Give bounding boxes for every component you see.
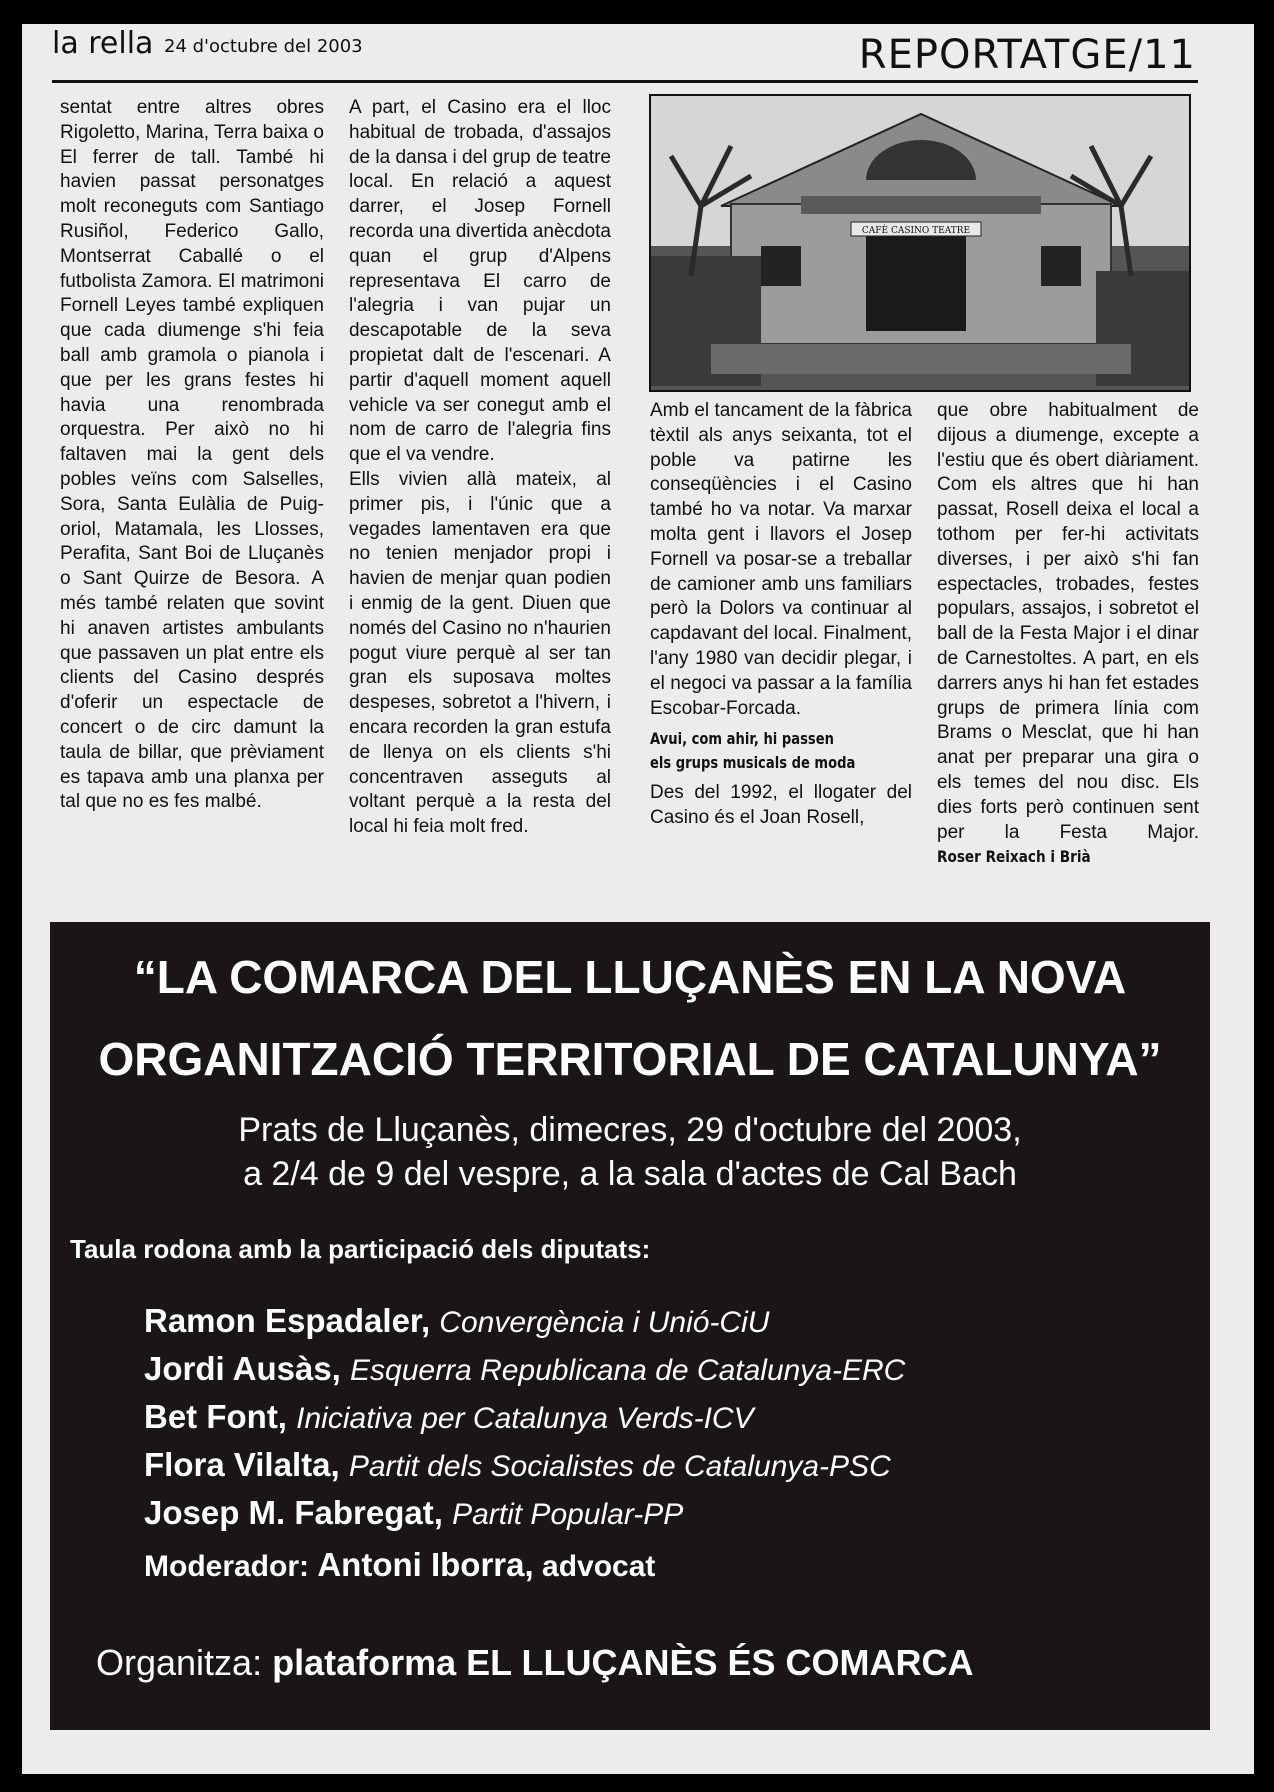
article-paragraph: Ells vivien allà mateix, al primer pis, i l'únic que a vegades lamentaven era que no tenien menjador propi i havien de menjar quan podien i enmig de la gent. Diuen que només del Casino no n'haurien pogut viure perquè al ser tan gran els suposava moltes despeses, sobretot a l'hivern, i encara recorden la gran estufa de llenya on els clients s'hi concentraven asseguts al voltant perquè a la resta del local hi feia molt fred. [349,468,611,838]
panelist-party: Convergència i Unió-CiU [439,1306,770,1339]
event-title-line-1: “LA COMARCA DEL LLUÇANÈS EN LA NOVA [133,951,1127,1003]
moderator-name: Antoni Iborra, [317,1546,534,1583]
moderator [144,1546,655,1584]
article-subheading [650,727,865,775]
article-paragraph: A part, el Casino era el lloc habitual de trobada, d'assajos de la dansa i del grup de teatre local. En relació a aquest darrer, el Josep Fornell recorda una divertida anècdota quan el grup d'Alpens representava El carro de l'alegria i van pujar un descapotable de la seva propietat dalt de l'escenari. A partir d'aquell moment aquell vehicle va ser conegut amb el nom de carro de l'alegria fins que el va vendre. [349,97,611,466]
article-column-3 [650,399,912,831]
panelist-name: Flora Vilalta, [144,1446,340,1483]
organizer-name: plataforma EL LLUÇANÈS ÉS COMARCA [272,1642,974,1683]
subheading-line-2: els grups musicals de moda [650,753,856,773]
event-announcement [50,922,1210,1730]
header-rule [52,80,1198,83]
panelist-name: Josep M. Fabregat, [144,1494,443,1531]
organizer [96,1642,974,1684]
article-paragraph: Des del 1992, el llogater del Casino és el Joan Rosell, [650,782,912,829]
subheading-line-1: Avui, com ahir, hi passen [650,729,834,749]
panelist [144,1298,905,1346]
event-title [50,936,1210,1100]
event-title-line-2: ORGANITZACIÓ TERRITORIAL DE CATALUNYA” [98,1033,1162,1085]
article-column-1 [60,96,324,815]
panelist [144,1394,905,1442]
moderator-role: advocat [542,1550,656,1583]
article-paragraph [937,399,1199,870]
organizer-label: Organitza: [96,1642,263,1683]
panelist-list [144,1298,905,1538]
panelist-party: Partit Popular-PP [452,1498,684,1531]
panelist [144,1346,905,1394]
issue-date: 24 d'octubre del 2003 [164,36,363,57]
moderator-label: Moderador: [144,1550,309,1583]
panelist-party: Esquerra Republicana de Catalunya-ERC [350,1354,906,1387]
article-column-2 [349,96,611,840]
article-text: que obre habitualment de dijous a diumenge, excepte a l'estiu que és obert diàriament. Com els altres que hi han passat, Rosell deixa el local a tothom per fer-hi activitats diverses, i per això s'hi fan espectacles, trobades, festes populars, assajos, i sobretot el ball de la Festa Major i el dinar de Carnestoltes. A part, en els darrers anys hi han fet estades grups de primera línia com Brams o Mesclat, que hi han anat per preparar una gira o els temes del nou disc. Els dies forts però continuen sent per la Festa Major. [937,400,1199,843]
casino-sign-text: CAFÈ CASINO TEATRE [861,226,971,236]
event-date-line-1: Prats de Lluçanès, dimecres, 29 d'octubre del 2003, [238,1111,1022,1149]
event-date-line-2: a 2/4 de 9 del vespre, a la sala d'actes de Cal Bach [243,1155,1017,1193]
panel-intro: Taula rodona amb la participació dels diputats: [70,1234,651,1264]
author-byline: Roser Reixach i Brià [937,847,1091,867]
article-paragraph: sentat entre altres obres Rigoletto, Marina, Terra baixa o El ferrer de tall. També hi havien passat personatges molt reconeguts com Santiago Rusiñol, Federico Gallo, Montserrat Caballé o el futbolista Zamora. El matrimoni Fornell Leyes també expliquen que cada diumenge s'hi feia ball amb gramola o pianola i que per les grans festes hi havia una renombrada orquestra. Per això no hi faltaven mai la gent dels pobles veïns com Salselles, Sora, Santa Eulàlia de Puig-oriol, Matamala, les Llosses, Perafita, Sant Boi de Lluçanès o Sant Quirze de Besora. A més també relaten que sovint hi anaven artistes ambulants que passaven un plat entre els clients del Casino després d'oferir un espectacle de concert o de circ damunt la taula de billar, que prèviament es tapava amb una planxa per tal que no es fes malbé. [60,97,324,813]
panelist [144,1490,905,1538]
panelist-name: Ramon Espadaler, [144,1302,431,1339]
panelist [144,1442,905,1490]
section-title: REPORTATGE/11 [858,32,1196,78]
casino-building-illustration [651,96,1189,390]
article-paragraph: Amb el tancament de la fàbrica tèxtil als anys seixanta, tot el poble va patirne les conseqüències i el Casino també ho va notar. Va marxar molta gent i llavors el Josep Fornell va posar-se a treballar de camioner amb uns familiars però la Dolors va continuar al capdavant del local. Finalment, l'any 1980 van decidir plegar, i el negoci va passar a la família Escobar-Forcada. [650,400,912,719]
panelist-party: Partit dels Socialistes de Catalunya-PSC [348,1450,891,1483]
casino-photo [649,94,1191,392]
panelist-party: Iniciativa per Catalunya Verds-ICV [296,1402,754,1435]
article-column-4 [937,399,1199,870]
event-date-location [50,1108,1210,1196]
panelist-name: Bet Font, [144,1398,287,1435]
publication-name: la rella [52,26,154,61]
panelist-name: Jordi Ausàs, [144,1350,341,1387]
